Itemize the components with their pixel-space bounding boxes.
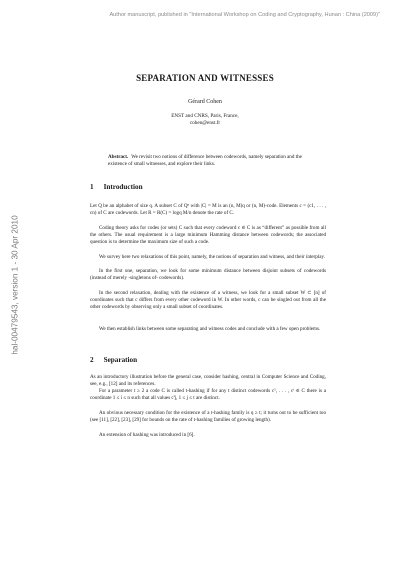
section-title: Separation	[103, 356, 138, 364]
affiliation-line: ENST and CNRS, Paris, France,	[171, 113, 239, 119]
paragraph: In the first one, separation, we look for some minimum distance between disjoint subsets of codewords (instead of merely -singletons of- codewords).	[90, 268, 326, 282]
abstract-label: Abstract.	[108, 154, 129, 160]
manuscript-header-note: Author manuscript, published in "International Workshop on Coding and Cryptography, Hunan : China (2009)"	[109, 12, 380, 18]
section-title: Introduction	[103, 183, 143, 191]
author-email: cohen@enst.fr	[189, 120, 221, 127]
author-affiliation	[70, 113, 340, 128]
paragraph: In the second relaxation, dealing with the existence of a witness, we look for a small subset W ⊂ [n] of coordinates such that c differs from every other codeword in W. In other words, c can be singled out from all the other codewords by observing only a small subset of coordinates.	[90, 290, 326, 311]
paragraph: Coding theory asks for codes (or sets) C such that every codeword c ∈ C is as “different” as possible from all the others. The usual requirement is a large minimum Hamming distance between codewords; the associated question is to determine the maximum size of such a code.	[90, 225, 326, 246]
hal-identifier-text: hal-00479543, version 1 - 30 Apr 2010	[10, 215, 20, 355]
section-heading-separation	[90, 356, 137, 364]
section-number: 1	[90, 183, 94, 191]
abstract	[108, 154, 308, 168]
paragraph: Let Q be an alphabet of size q. A subset C of Qⁿ with |C| = M is an (n, M)q or (n, M)-code. Elements c = (c1, . . . , cn) of C are codewords. Let R = R(C) = logq M/n denote the rate of C.	[90, 203, 326, 217]
section-heading-introduction	[90, 183, 143, 191]
paragraph: As an introductory illustration before the general case, consider hashing, central in Computer Science and Coding, see, e.g., [12] and its references.	[90, 374, 326, 388]
paper-title: SEPARATION AND WITNESSES	[136, 73, 274, 83]
paragraph: We then establish links between some separating and witness codes and conclude with a few open problems.	[99, 326, 321, 332]
author-name: Gérard Cohen	[188, 99, 222, 105]
hal-identifier-sidebar	[0, 200, 30, 370]
abstract-text: We revisit two notions of difference between codewords, namely separation and the existence of small witnesses, and explore their links.	[108, 154, 302, 167]
paragraph: We survey here two relaxations of this point, namely, the notions of separation and witness, and their interplay.	[99, 254, 325, 260]
paragraph: An extension of hashing was introduced in [6].	[99, 432, 195, 438]
paragraph: An obvious necessary condition for the existence of a t-hashing family is q ≥ t; it turns out to be sufficient too (see [11], [22], [23], [29] for bounds on the rate of t-hashing families of growing length).	[90, 410, 326, 424]
section-number: 2	[90, 356, 94, 364]
paragraph: For a parameter t ≥ 2 a code C is called t-hashing if for any t distinct codewords c¹, . . . , cᵗ ∈ C there is a coordinate 1 ≤ i ≤ n such that all values cⁱj, 1 ≤ j ≤ t are distinct.	[90, 388, 326, 402]
